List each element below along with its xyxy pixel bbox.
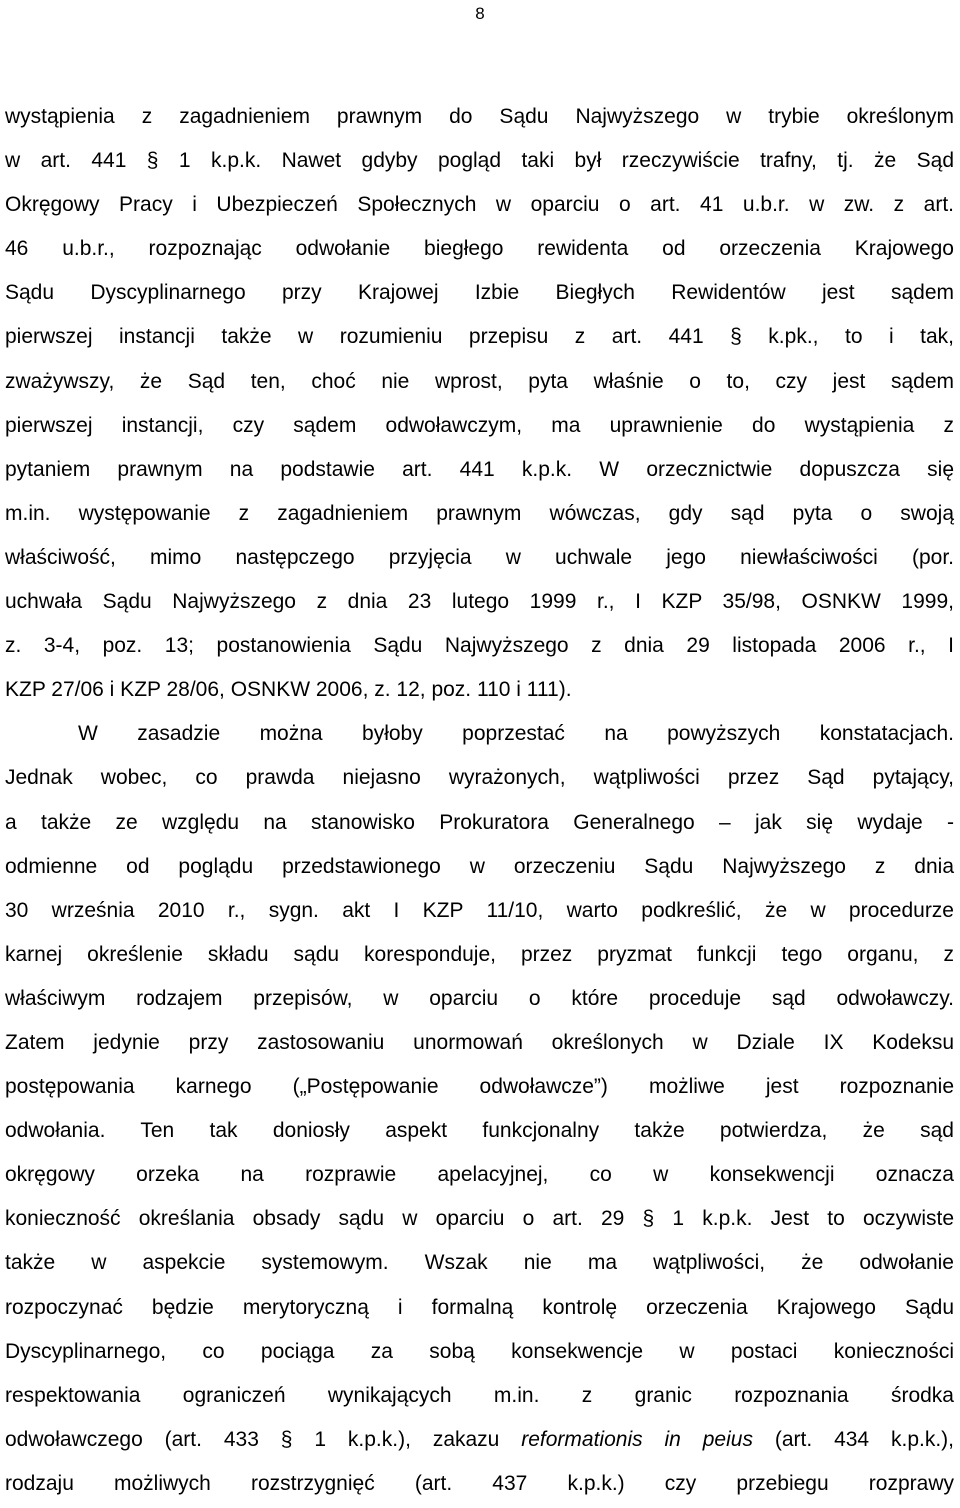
text-line: karnej określenie składu sądu koresponduje, przez pryzmat funkcji tego organu, z — [5, 942, 954, 966]
page-number: 8 — [475, 4, 485, 23]
document-body — [5, 95, 954, 1506]
text-line: 46 u.b.r., rozpoznając odwołanie biegłego rewidenta od orzeczenia Krajowego — [5, 237, 954, 261]
text-line: W zasadzie można byłoby poprzestać na powyższych konstatacjach. — [78, 722, 954, 746]
text-line: właściwym rodzajem przepisów, w oparciu o które proceduje sąd odwoławczy. — [5, 986, 954, 1010]
text-line: Dyscyplinarnego, co pociąga za sobą konsekwencje w postaci konieczności — [5, 1339, 954, 1363]
text-line: a także ze względu na stanowisko Prokuratora Generalnego – jak się wydaje - — [5, 810, 954, 834]
text-line: KZP 27/06 i KZP 28/06, OSNKW 2006, z. 12, poz. 110 i 111). — [5, 678, 572, 702]
text-segment: (art. 434 k.p.k.), — [752, 1427, 954, 1451]
text-line: okręgowy orzeka na rozprawie apelacyjnej, co w konsekwencji oznacza — [5, 1163, 954, 1187]
text-line: Jednak wobec, co prawda niejasno wyrażonych, wątpliwości przez Sąd pytający, — [5, 766, 954, 790]
text-line: także w aspekcie systemowym. Wszak nie ma wątpliwości, że odwołanie — [5, 1251, 954, 1275]
text-line: odwołania. Ten tak doniosły aspekt funkcjonalny także potwierdza, że sąd — [5, 1119, 954, 1143]
text-line: pierwszej instancji także w rozumieniu przepisu z art. 441 § k.pk., to i tak, — [5, 325, 954, 349]
text-line: uchwała Sądu Najwyższego z dnia 23 lutego 1999 r., I KZP 35/98, OSNKW 1999, — [5, 590, 954, 614]
text-line: w art. 441 § 1 k.p.k. Nawet gdyby pogląd taki był rzeczywiście trafny, tj. że Sąd — [5, 149, 954, 173]
text-line: 30 września 2010 r., sygn. akt I KZP 11/10, warto podkreślić, że w procedurze — [5, 898, 954, 922]
text-line: konieczność określania obsady sądu w oparciu o art. 29 § 1 k.p.k. Jest to oczywiste — [5, 1207, 954, 1231]
text-line: rozpoczynać będzie merytoryczną i formalną kontrolę orzeczenia Krajowego Sądu — [5, 1295, 954, 1319]
text-line: odmienne od poglądu przedstawionego w orzeczeniu Sądu Najwyższego z dnia — [5, 854, 954, 878]
text-line: pierwszej instancji, czy sądem odwoławczym, ma uprawnienie do wystąpienia z — [5, 413, 954, 437]
text-line: zważywszy, że Sąd ten, choć nie wprost, pyta właśnie o to, czy jest sądem — [5, 369, 954, 393]
text-line: właściwość, mimo następczego przyjęcia w uchwale jego niewłaściwości (por. — [5, 545, 954, 569]
text-line-with-italic — [5, 1418, 954, 1462]
text-line: wystąpienia z zagadnieniem prawnym do Sądu Najwyższego w trybie określonym — [5, 105, 954, 128]
text-line: Okręgowy Pracy i Ubezpieczeń Społecznych w oparciu o art. 41 u.b.r. w zw. z art. — [5, 193, 954, 217]
text-line: Sądu Dyscyplinarnego przy Krajowej Izbie Biegłych Rewidentów jest sądem — [5, 281, 954, 305]
text-line: z. 3-4, poz. 13; postanowienia Sądu Najwyższego z dnia 29 listopada 2006 r., I — [5, 634, 954, 658]
text-line: postępowania karnego („Postępowanie odwoławcze”) możliwe jest rozpoznanie — [5, 1075, 954, 1099]
text-line: Zatem jedynie przy zastosowaniu unormowań określonych w Dziale IX Kodeksu — [5, 1030, 954, 1054]
text-line: pytaniem prawnym na podstawie art. 441 k.p.k. W orzecznictwie dopuszcza się — [5, 457, 954, 481]
text-segment: odwoławczego (art. 433 § 1 k.p.k.), zakazu — [5, 1427, 522, 1451]
text-line: m.in. występowanie z zagadnieniem prawnym wówczas, gdy sąd pyta o swoją — [5, 501, 954, 525]
text-line: rodzaju możliwych rozstrzygnięć (art. 437 k.p.k.) czy przebiegu rozprawy — [5, 1471, 954, 1495]
italic-latin-phrase: reformationis in peius — [521, 1427, 753, 1451]
text-line: respektowania ograniczeń wynikających m.in. z granic rozpoznania środka — [5, 1383, 954, 1407]
